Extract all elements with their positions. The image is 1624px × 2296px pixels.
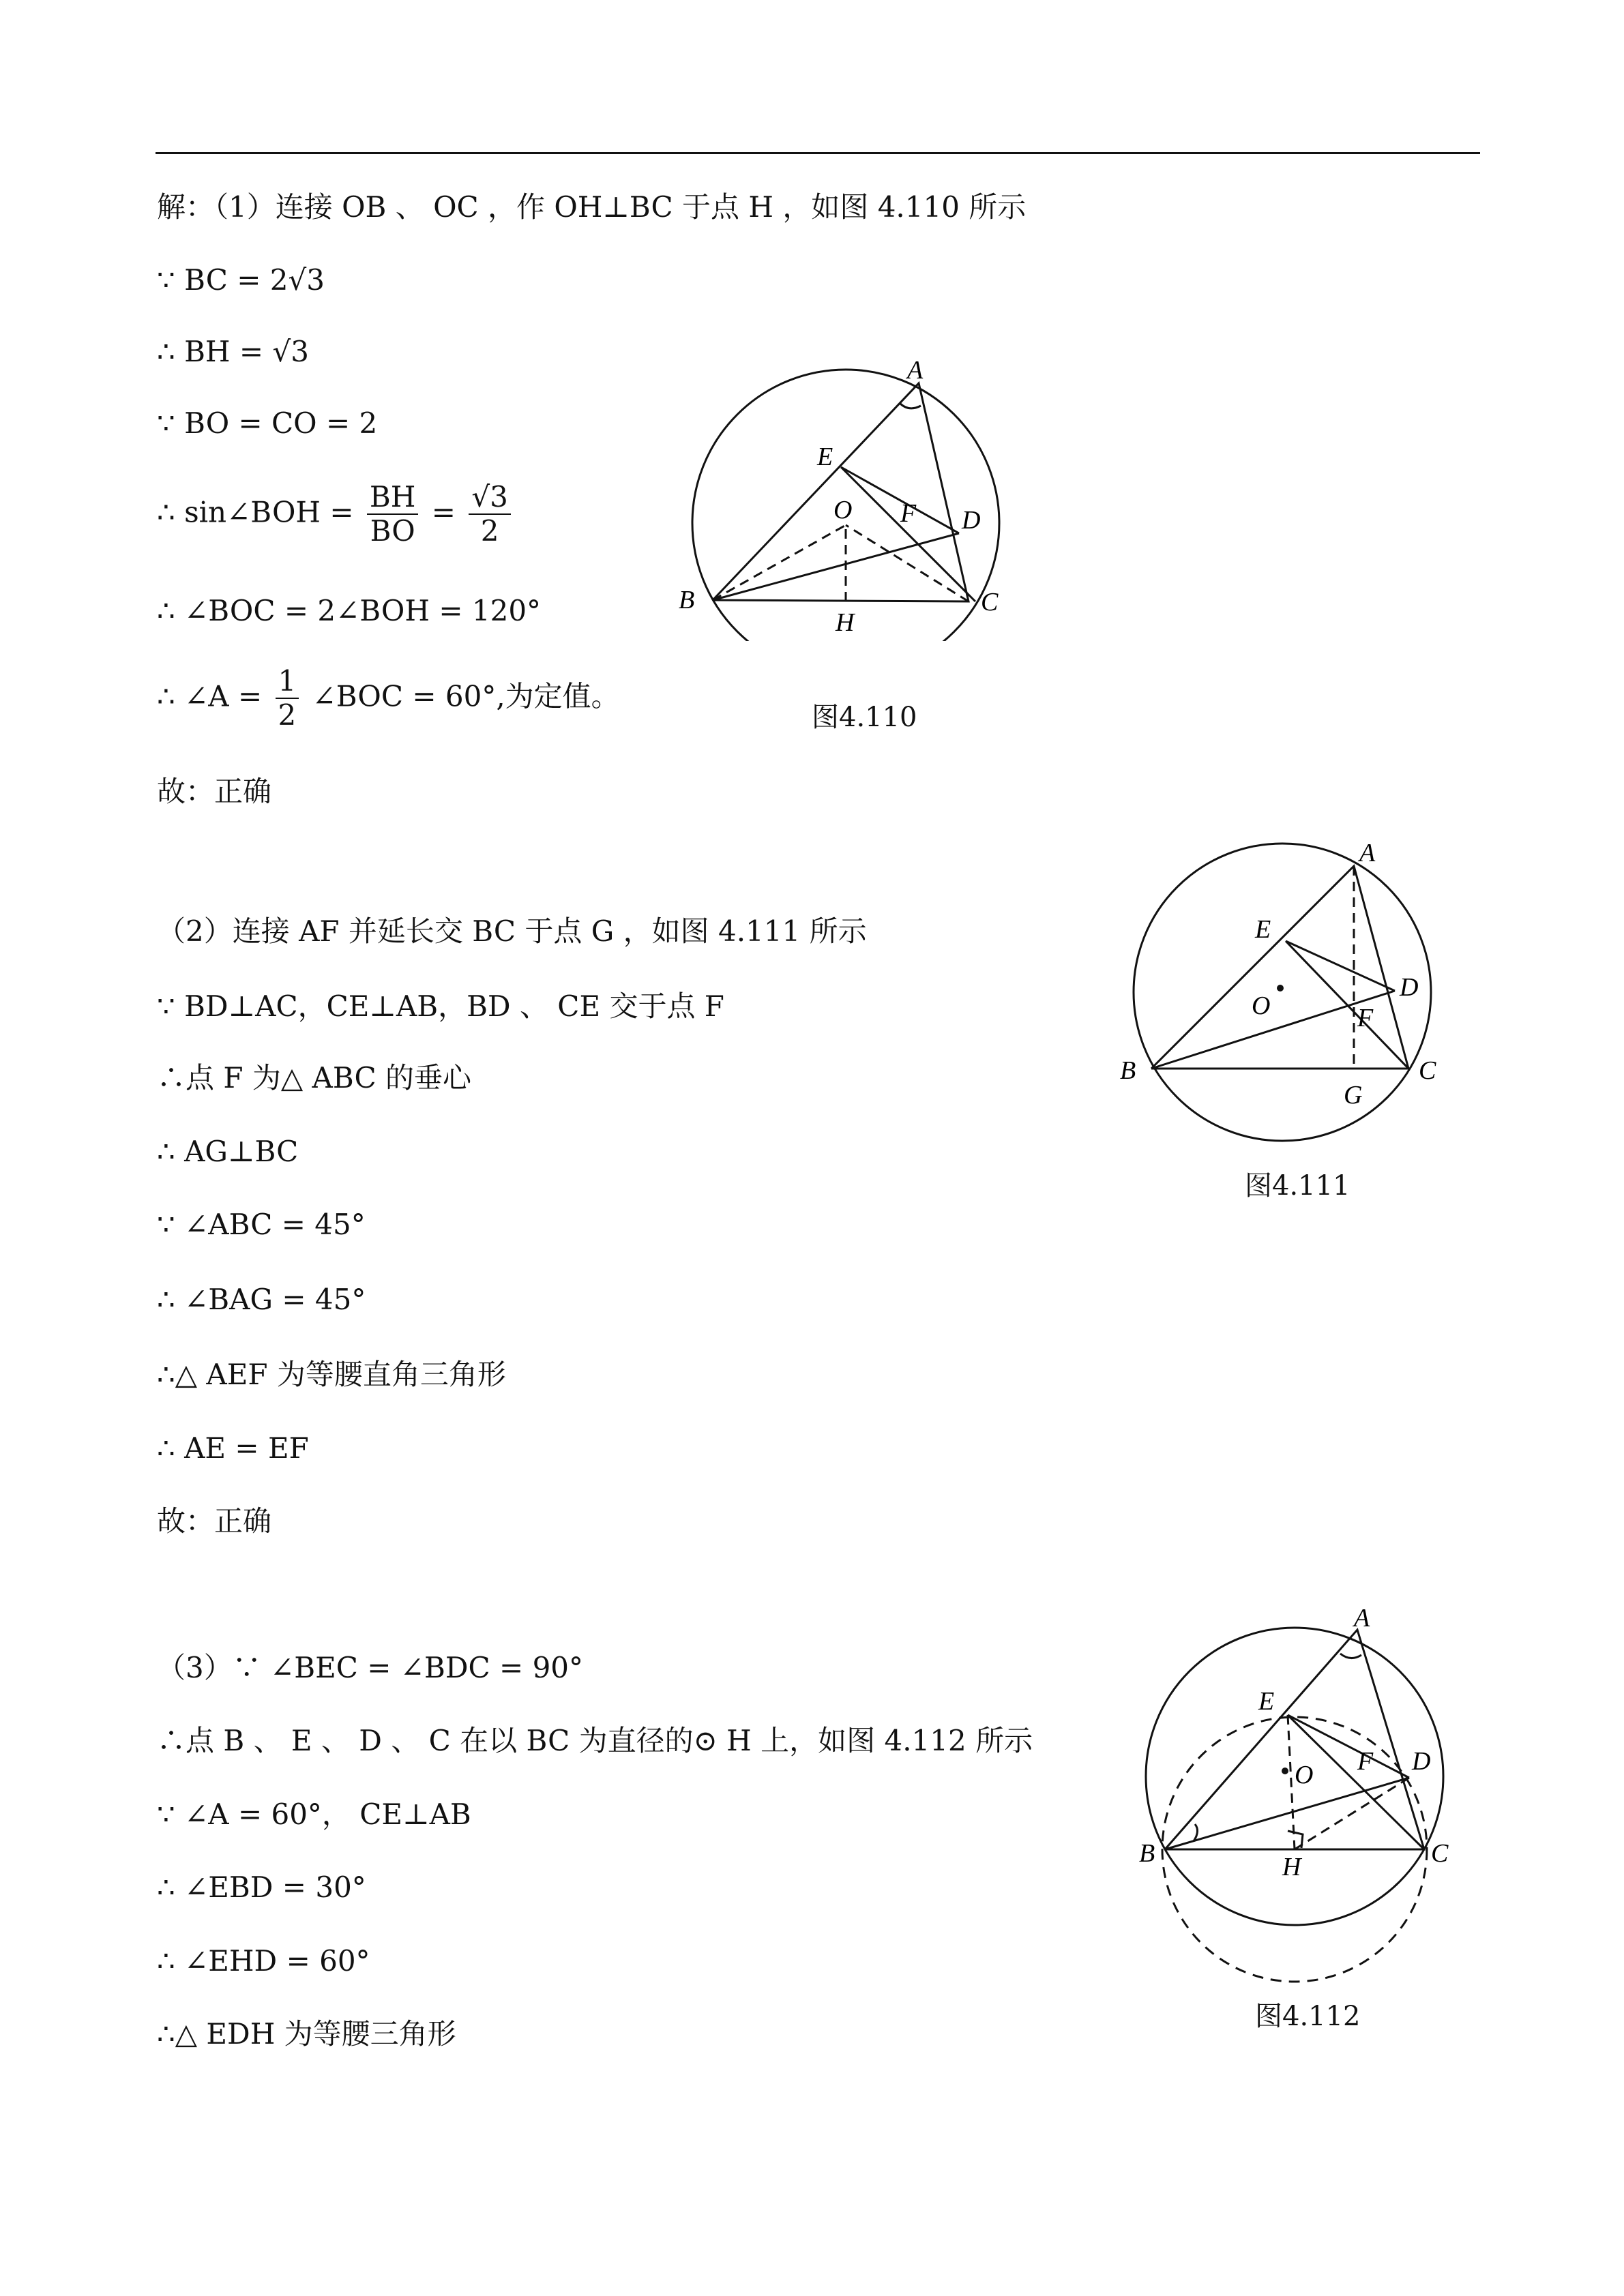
- fig2-label-d: D: [1400, 973, 1419, 1002]
- p2-line-9: 故：正确: [157, 1504, 272, 1538]
- fig2-label-g: G: [1344, 1081, 1363, 1109]
- fig1-label-e: E: [817, 443, 833, 471]
- frac-num: BH: [367, 481, 419, 515]
- p2-line-2: ∵ BD⊥AC，CE⊥AB，BD 、 CE 交于点 F: [157, 989, 724, 1023]
- p2-line-5: ∵ ∠ABC = 45°: [157, 1208, 366, 1241]
- p3-line-4: ∴ ∠EBD = 30°: [157, 1870, 366, 1904]
- fig1-label-a: A: [907, 356, 924, 385]
- fig2-label-f: F: [1357, 1004, 1374, 1032]
- fig3-label-o: O: [1295, 1761, 1314, 1789]
- p3-line-6: ∴△ EDH 为等腰三角形: [157, 2017, 456, 2051]
- fig2-label-o: O: [1252, 992, 1271, 1020]
- p2-line-6: ∴ ∠BAG = 45°: [157, 1283, 366, 1316]
- fig2-label-b: B: [1120, 1056, 1136, 1085]
- p1-l7-pre: ∴ ∠A =: [157, 679, 263, 713]
- p3-line-3: ∵ ∠A = 60°， CE⊥AB: [157, 1798, 471, 1831]
- figure-4-112-caption: 图4.112: [1255, 2001, 1361, 2032]
- p2-line-1: （2）连接 AF 并延长交 BC 于点 G ，如图 4.111 所示: [157, 914, 867, 948]
- frac-den: BO: [370, 514, 415, 548]
- p1-line-5: [157, 481, 515, 548]
- p1-line-7: [157, 665, 620, 732]
- equals: =: [431, 495, 456, 529]
- fig3-label-c: C: [1431, 1839, 1449, 1868]
- frac-num: √3: [469, 481, 510, 515]
- fig2-label-a: A: [1359, 839, 1376, 867]
- fig1-label-d: D: [962, 506, 981, 535]
- p1-line-2: ∵ BC = 2√3: [157, 263, 325, 297]
- fraction-half: [276, 665, 299, 732]
- fig2-label-e: E: [1255, 915, 1271, 944]
- figure-4-110-caption: 图4.110: [812, 702, 917, 733]
- frac-den: 2: [278, 698, 297, 732]
- fig1-label-f: F: [900, 499, 917, 528]
- fig3-label-e: E: [1258, 1687, 1275, 1716]
- figure-4-111-drawing: [1119, 835, 1501, 1163]
- fig1-label-h: H: [836, 608, 855, 637]
- fig3-label-a: A: [1354, 1606, 1370, 1632]
- p1-line-8: 故：正确: [157, 775, 272, 808]
- fig2-label-c: C: [1419, 1056, 1436, 1085]
- p1-l5-pre: ∴ sin∠BOH =: [157, 495, 354, 529]
- p3-line-2: ∴点 B 、 E 、 D 、 C 在以 BC 为直径的⊙ H 上，如图 4.112 所示: [157, 1724, 1033, 1757]
- p2-line-8: ∴ AE = EF: [157, 1431, 309, 1465]
- figure-4-110-drawing: [675, 355, 1030, 641]
- fraction-bh-bo: [367, 481, 419, 548]
- figure-4-111: [1119, 835, 1501, 1165]
- header-rule: [156, 152, 1480, 154]
- figure-4-112: [1119, 1606, 1501, 1991]
- fig1-label-c: C: [981, 588, 999, 616]
- fig3-label-h: H: [1282, 1853, 1301, 1881]
- fig1-label-o: O: [833, 496, 853, 524]
- fig3-label-d: D: [1412, 1747, 1431, 1776]
- p2-line-3: ∴点 F 为△ ABC 的垂心: [157, 1061, 471, 1094]
- p1-l7-post: ∠BOC = 60°,为定值。: [312, 679, 620, 713]
- fig3-label-f: F: [1357, 1747, 1374, 1776]
- p2-line-7: ∴△ AEF 为等腰直角三角形: [157, 1358, 506, 1391]
- p3-line-5: ∴ ∠EHD = 60°: [157, 1944, 370, 1978]
- fraction-sqrt3-2: [469, 481, 510, 548]
- fig1-label-b: B: [679, 586, 695, 614]
- figure-4-110: [675, 355, 1030, 644]
- p1-line-1: 解：（1）连接 OB 、 OC ，作 OH⊥BC 于点 H ，如图 4.110 所示: [157, 190, 1027, 224]
- frac-num: 1: [276, 665, 299, 699]
- figure-4-111-caption: 图4.111: [1245, 1170, 1350, 1202]
- p2-line-4: ∴ AG⊥BC: [157, 1135, 299, 1168]
- fig3-label-b: B: [1139, 1839, 1155, 1868]
- p1-line-3: ∴ BH = √3: [157, 335, 309, 368]
- frac-den: 2: [480, 514, 499, 548]
- p1-line-6: ∴ ∠BOC = 2∠BOH = 120°: [157, 594, 542, 627]
- figure-4-112-drawing: [1119, 1606, 1501, 1988]
- p3-line-1: （3）∵ ∠BEC = ∠BDC = 90°: [157, 1651, 584, 1684]
- p1-line-4: ∵ BO = CO = 2: [157, 406, 378, 440]
